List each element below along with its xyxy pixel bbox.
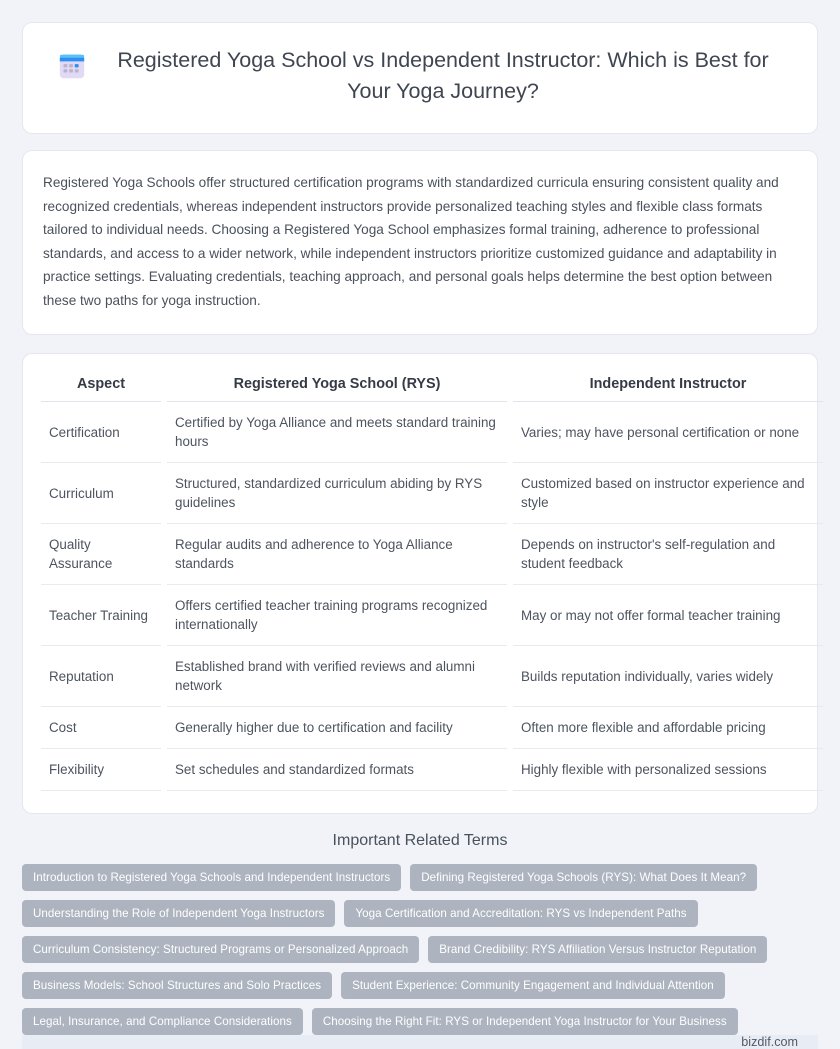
related-terms-tag-rows (22, 864, 818, 1035)
related-terms-section (22, 832, 818, 1035)
related-term-tag[interactable]: Defining Registered Yoga Schools (RYS): What Does It Mean? (410, 864, 757, 891)
cell-independent: Depends on instructor's self-regulation and student feedback (513, 524, 823, 585)
table-row (41, 646, 823, 707)
related-term-tag[interactable]: Curriculum Consistency: Structured Programs or Personalized Approach (22, 936, 419, 963)
footer-site-name: bizdif.com (741, 1035, 798, 1049)
table-row (41, 749, 823, 791)
cell-aspect: Cost (41, 707, 161, 749)
table-row (41, 585, 823, 646)
comparison-table (35, 368, 829, 791)
column-header-independent: Independent Instructor (513, 368, 823, 402)
table-row (41, 707, 823, 749)
tag-row (22, 936, 818, 963)
cell-independent: Builds reputation individually, varies widely (513, 646, 823, 707)
table-row (41, 463, 823, 524)
related-term-tag[interactable]: Yoga Certification and Accreditation: RYS vs Independent Paths (344, 900, 697, 927)
title-card (22, 22, 818, 134)
cell-independent: Often more flexible and affordable pricing (513, 707, 823, 749)
related-term-tag[interactable]: Understanding the Role of Independent Yoga Instructors (22, 900, 335, 927)
cell-independent: May or may not offer formal teacher training (513, 585, 823, 646)
cell-aspect: Flexibility (41, 749, 161, 791)
cell-aspect: Certification (41, 402, 161, 463)
cell-rys: Certified by Yoga Alliance and meets standard training hours (167, 402, 507, 463)
cell-rys: Set schedules and standardized formats (167, 749, 507, 791)
table-row (41, 524, 823, 585)
page-title: Registered Yoga School vs Independent Instructor: Which is Best for Your Yoga Journey? (117, 48, 769, 103)
table-body (41, 402, 823, 791)
cell-aspect: Curriculum (41, 463, 161, 524)
cell-rys: Structured, standardized curriculum abiding by RYS guidelines (167, 463, 507, 524)
cell-aspect: Reputation (41, 646, 161, 707)
calendar-icon (57, 51, 87, 81)
table-header-row (41, 368, 823, 402)
cell-rys: Generally higher due to certification and facility (167, 707, 507, 749)
related-term-tag[interactable]: Choosing the Right Fit: RYS or Independent Yoga Instructor for Your Business (312, 1008, 738, 1035)
related-term-tag[interactable]: Introduction to Registered Yoga Schools and Independent Instructors (22, 864, 401, 891)
table-row (41, 402, 823, 463)
related-term-tag[interactable]: Business Models: School Structures and Solo Practices (22, 972, 332, 999)
description-text: Registered Yoga Schools offer structured certification programs with standardized curricula ensuring consistent quality and recognized credentials, whereas independent instructors provide personalized teaching styles and flexible class formats tailored to individual needs. Choosing a Registered Yoga School emphasizes formal training, adherence to professional standards, and access to a wider network, while independent instructors prioritize customized guidance and adaptability in practice settings. Evaluating credentials, teaching approach, and personal goals helps determine the best option between these two paths for yoga instruction. (43, 175, 779, 308)
title-row (57, 45, 783, 107)
tag-row (22, 864, 818, 891)
related-terms-heading: Important Related Terms (332, 832, 508, 849)
cell-rys: Offers certified teacher training programs recognized internationally (167, 585, 507, 646)
tag-row (22, 972, 818, 999)
column-header-rys: Registered Yoga School (RYS) (167, 368, 507, 402)
footer-band (22, 1035, 818, 1049)
tag-row (22, 900, 818, 927)
comparison-table-card (22, 353, 818, 814)
table-head (41, 368, 823, 402)
tag-row (22, 1008, 818, 1035)
column-header-aspect: Aspect (41, 368, 161, 402)
related-term-tag[interactable]: Brand Credibility: RYS Affiliation Versus Instructor Reputation (428, 936, 767, 963)
cell-rys: Established brand with verified reviews and alumni network (167, 646, 507, 707)
related-term-tag[interactable]: Legal, Insurance, and Compliance Considerations (22, 1008, 303, 1035)
description-card (22, 150, 818, 335)
cell-aspect: Teacher Training (41, 585, 161, 646)
cell-independent: Customized based on instructor experience and style (513, 463, 823, 524)
cell-independent: Varies; may have personal certification or none (513, 402, 823, 463)
cell-rys: Regular audits and adherence to Yoga Alliance standards (167, 524, 507, 585)
cell-aspect: Quality Assurance (41, 524, 161, 585)
related-term-tag[interactable]: Student Experience: Community Engagement and Individual Attention (341, 972, 725, 999)
cell-independent: Highly flexible with personalized sessions (513, 749, 823, 791)
